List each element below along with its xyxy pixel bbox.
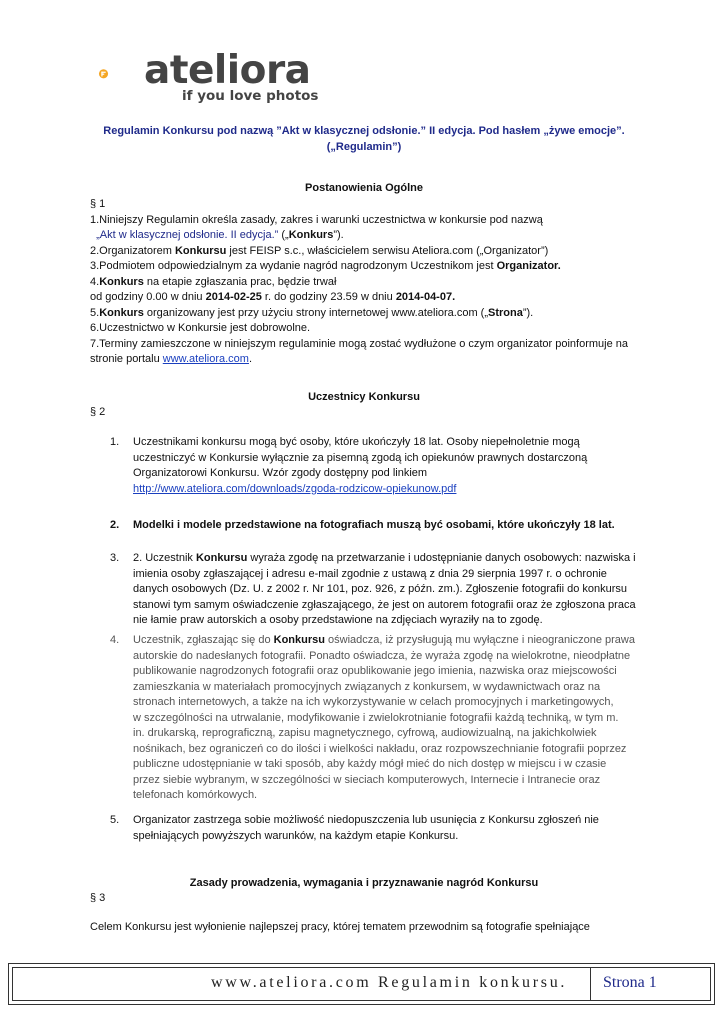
item-text: nie łamie praw autorskich a osoby przedstawione na zdjęciach wyraziły na to zgodę. bbox=[133, 614, 543, 626]
bold-text: Konkursu bbox=[174, 244, 227, 257]
bold-text: Konkurs bbox=[288, 229, 334, 241]
list-number: 3. bbox=[110, 552, 120, 564]
text: na etapie zgłaszania prac, będzie trwał bbox=[143, 275, 337, 288]
list-number: 4. bbox=[110, 634, 120, 646]
list-number: 1. bbox=[110, 436, 120, 448]
start-date: 2014-02-25 bbox=[205, 291, 262, 303]
item-text: in. drukarską, reprograficzną, zapisu magnetycznego, cyfrową, audiowizualną, na jakichkolwiek bbox=[133, 727, 597, 739]
list-number: 5. bbox=[110, 814, 120, 826]
logo-tagline: if you love photos bbox=[182, 88, 319, 104]
item-text: publiczne udostępnianie w taki sposób, aby każdy mógł mieć do nich dostęp w miejscu i w czasie bbox=[133, 758, 607, 770]
item-text: Modelki i modele przedstawione na fotografiach muszą być osobami, które ukończyły 18 lat. bbox=[133, 519, 615, 531]
bold-text: Strona bbox=[488, 306, 523, 319]
bold-text: Konkurs bbox=[99, 306, 144, 319]
logo-wordmark: ateliora bbox=[144, 48, 311, 93]
rule-1-3 bbox=[90, 259, 638, 275]
text: stronie portalu bbox=[90, 353, 163, 365]
consent-form-link[interactable]: http://www.ateliora.com/downloads/zgoda-rodzicow-opiekunow.pdf bbox=[133, 482, 457, 495]
bold-text: Organizator. bbox=[496, 260, 561, 272]
title-line-2: („Regulamin”) bbox=[326, 141, 402, 153]
text: 2. Uczestnik bbox=[133, 552, 196, 564]
section-2-heading: Uczestnicy Konkursu bbox=[308, 391, 420, 403]
text: wyraża zgodę na przetwarzanie i udostępnianie danych osobowych: nazwiska i bbox=[247, 552, 636, 564]
item-text: stanowi tym samym oświadczenie zgłaszającego, że jest on autorem fotografii oraz że zgłoszona praca bbox=[133, 598, 636, 611]
item-text: przez siebie wybranym, w szczególności w sieciach komputerowych, Internecie i Intranecie oraz bbox=[133, 773, 601, 786]
text: r. do godziny 23.59 w dniu bbox=[261, 291, 396, 303]
page-number: Strona 1 bbox=[603, 974, 657, 991]
rule-1-6: 6.Uczestnictwo w Konkursie jest dobrowolne. bbox=[90, 322, 311, 334]
text: Uczestnik, zgłaszając się do bbox=[133, 634, 274, 646]
item-text: Uczestnikami konkursu mogą być osoby, które ukończyły 18 lat. Osoby niepełnoletnie mogą bbox=[133, 436, 580, 448]
page-footer bbox=[8, 963, 715, 1005]
bold-text: Konkursu bbox=[195, 552, 248, 564]
text: 4. bbox=[90, 275, 100, 288]
section-1-body bbox=[90, 197, 638, 368]
contest-name: „Akt w klasycznej odsłonie. II edycja.” bbox=[96, 229, 279, 241]
rule-1-7: 7.Terminy zamieszczone w niniejszym regulaminie mogą zostać wydłużone o czym organizator poinformuje na bbox=[90, 337, 629, 350]
text: od godziny 0.00 w dniu bbox=[90, 291, 206, 303]
rule-1-1-cont bbox=[90, 228, 638, 244]
section-1-heading: Postanowienia Ogólne bbox=[305, 182, 423, 194]
item-text: publikowanie nagrodzonych fotografii oraz opublikowanie jego imienia, nazwiska oraz miejscowości bbox=[133, 665, 617, 677]
paragraph-mark: § 3 bbox=[90, 892, 106, 904]
text: ”). bbox=[333, 229, 344, 241]
paragraph-mark: § 1 bbox=[90, 198, 106, 210]
item-text: telefonach komórkowych. bbox=[133, 789, 258, 801]
item-text bbox=[133, 633, 633, 649]
item-text: danych osobowych (Dz. U. z 2002 r. Nr 101, poz. 926, z późn. zm.). Zgłoszenie fotografii do konkursu bbox=[133, 583, 628, 595]
text: organizowany jest przy użyciu strony internetowej www.ateliora.com („ bbox=[143, 306, 489, 319]
text: ”). bbox=[522, 306, 534, 319]
text: („ bbox=[278, 229, 289, 241]
item-text: imienia osoby zgłaszającej i adresu e-mail zgodnie z ustawą z dnia 29 sierpnia 1997 r. o ochronie bbox=[133, 567, 607, 580]
paragraph-mark: § 2 bbox=[90, 406, 106, 418]
item-text: zamieszkania w materiałach promocyjnych związanych z konkursem, w wydawnictwach oraz na bbox=[133, 680, 601, 693]
footer-divider bbox=[590, 968, 591, 1000]
text: 3.Podmiotem odpowiedzialnym za wydanie nagród nagrodzonym Uczestnikom jest bbox=[90, 260, 497, 272]
item-text: nośnikach, bez ograniczeń co do ilości i wielkości nakładu, oraz rozpowszechnianie fotografii poprzez bbox=[133, 742, 627, 755]
rule-1-4-dates bbox=[90, 290, 638, 306]
item-text: uczestniczyć w Konkursie wyłącznie za pisemną zgodą ich opiekunów prawnych dostarczoną bbox=[133, 451, 588, 464]
document-title bbox=[90, 123, 638, 155]
item-text: spełniających powyższych warunków, na każdym etapie Konkursu. bbox=[133, 829, 459, 842]
rule-1-4 bbox=[90, 275, 638, 291]
text: jest FEISP s.c., właścicielem serwisu Ateliora.com („Organizator”) bbox=[226, 244, 549, 257]
ateliora-link[interactable]: www.ateliora.com bbox=[162, 353, 249, 365]
item-text: Organizator zastrzega sobie możliwość niedopuszczenia lub usunięcia z Konkursu zgłoszeń nie bbox=[133, 814, 599, 826]
list-number: 2. bbox=[110, 519, 120, 531]
item-text: autorskie do nadesłanych fotografii. Ponadto oświadcza, że wyraża zgodę na wielokrotne, nieodpłatne bbox=[133, 649, 631, 662]
text: 2.Organizatorem bbox=[90, 244, 175, 257]
rule-1-7-cont bbox=[90, 352, 638, 368]
footer-frame bbox=[12, 967, 711, 1001]
text: . bbox=[248, 353, 253, 365]
rule-1-1: 1.Niniejszy Regulamin określa zasady, zakres i warunki uczestnictwa w konkursie pod nazwą bbox=[90, 213, 543, 226]
footer-text: www.ateliora.com Regulamin konkursu. bbox=[211, 974, 568, 991]
section-3-heading: Zasady prowadzenia, wymagania i przyznawanie nagród Konkursu bbox=[189, 877, 539, 889]
bold-text: Konkursu bbox=[273, 634, 325, 646]
item-text: w szczególności na utrwalanie, modyfikowanie i zwielokrotnianie fotografii każdą techniką, w tym m. bbox=[133, 711, 619, 724]
item-text: stronach internetowych, a także na ich wykorzystywanie w celach promocyjnych i marketingowych, bbox=[133, 696, 614, 708]
end-date: 2014-04-07. bbox=[395, 291, 456, 303]
item-text bbox=[133, 551, 636, 567]
item-text: Organizatorowi Konkursu. Wzór zgody dostępny pod linkiem bbox=[133, 467, 428, 479]
rule-1-2 bbox=[90, 244, 638, 260]
text: oświadcza, iż przysługują mu wyłączne i nieograniczone prawa bbox=[324, 634, 635, 646]
text: 5. bbox=[90, 306, 100, 319]
rule-1-5 bbox=[90, 306, 638, 322]
title-line-1: Regulamin Konkursu pod nazwą ”Akt w klasycznej odsłonie.” II edycja. Pod hasłem „żywe emocje”. bbox=[103, 125, 625, 137]
bold-text: Konkurs bbox=[99, 275, 144, 288]
section-3-text: Celem Konkursu jest wyłonienie najlepszej pracy, której tematem przewodnim są fotografie spełniające bbox=[90, 921, 590, 933]
ateliora-logo-icon bbox=[98, 52, 146, 98]
